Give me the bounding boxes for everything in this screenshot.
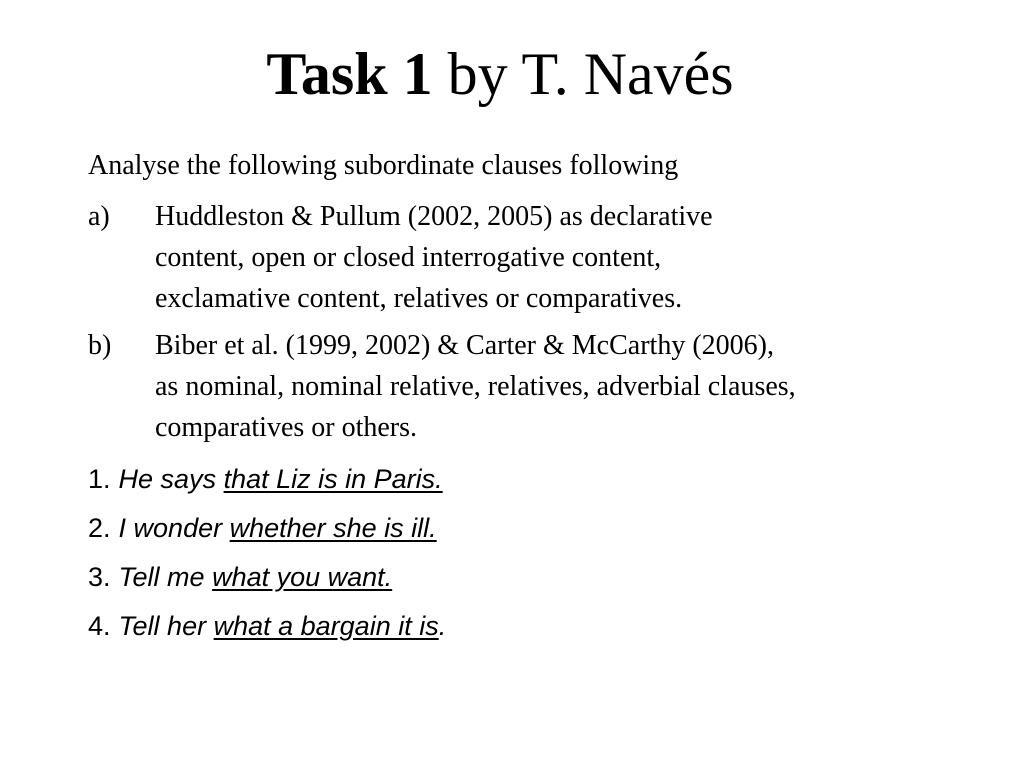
criterion-line: content, open or closed interrogative content,: [155, 242, 662, 273]
example-number: 2.: [88, 513, 111, 543]
subordinate-clause: what you want.: [212, 562, 393, 592]
criterion-line: exclamative content, relatives or comparatives.: [155, 283, 683, 314]
example-item-1: [88, 455, 446, 504]
example-number: 3.: [88, 562, 111, 592]
criterion-marker: b): [88, 330, 112, 361]
example-item-2: [88, 504, 446, 553]
criteria-list-b: [88, 325, 968, 448]
example-item-4: [88, 602, 446, 651]
title-author: by T. Navés: [432, 41, 734, 107]
criterion-line: Biber et al. (1999, 2002) & Carter & McCarthy (2006),: [155, 330, 774, 361]
example-main-clause: Tell her: [118, 611, 214, 641]
slide-title: [0, 38, 1000, 110]
example-main-clause: I wonder: [118, 513, 230, 543]
criterion-b: [88, 325, 968, 448]
example-item-3: [88, 553, 446, 602]
example-number: 4.: [88, 611, 111, 641]
criterion-a: [88, 196, 968, 319]
subordinate-clause: whether she is ill.: [229, 513, 437, 543]
subordinate-clause: what a bargain it is: [213, 611, 439, 641]
example-main-clause: Tell me: [118, 562, 213, 592]
example-sentences: [88, 455, 446, 651]
criterion-line: Huddleston & Pullum (2002, 2005) as declarative: [155, 201, 713, 232]
criterion-line: comparatives or others.: [155, 412, 418, 443]
instructions-text: Analyse the following subordinate clauses following: [88, 150, 679, 181]
example-number: 1.: [88, 464, 111, 494]
title-task-label: Task 1: [266, 41, 433, 107]
criterion-line: as nominal, nominal relative, relatives, adverbial clauses,: [155, 371, 796, 402]
example-tail: .: [438, 611, 447, 641]
criteria-list: [88, 196, 968, 319]
criterion-marker: a): [88, 201, 110, 232]
example-main-clause: He says: [118, 464, 224, 494]
subordinate-clause: that Liz is in Paris.: [223, 464, 443, 494]
